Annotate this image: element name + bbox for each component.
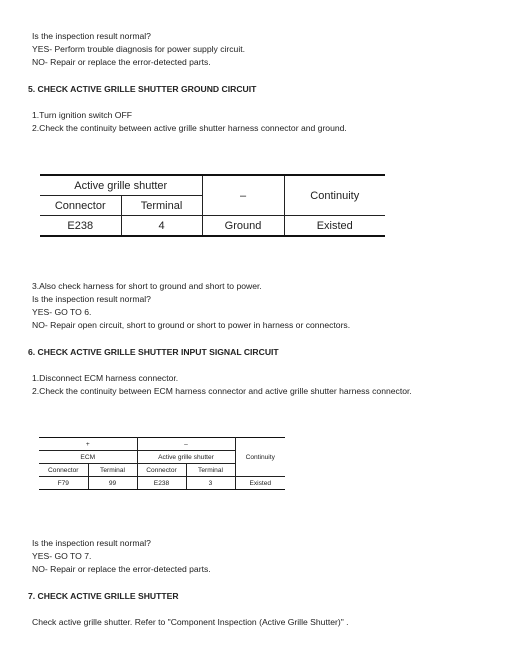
table-header-terminal: Terminal	[186, 464, 235, 477]
table-header-plus: +	[39, 438, 137, 451]
continuity-cell: Existed	[235, 477, 285, 490]
table-header-ecm: ECM	[39, 451, 137, 464]
intro-yes: YES- Perform trouble diagnosis for power supply circuit.	[32, 44, 246, 54]
table-header-connector: Connector	[39, 464, 88, 477]
table-header-continuity: Continuity	[284, 175, 385, 216]
table-header-terminal: Terminal	[121, 196, 202, 216]
table-header-minus: –	[137, 438, 235, 451]
terminal-cell: 4	[121, 216, 202, 237]
step6-instruction-1: 1.Disconnect ECM harness connector.	[32, 373, 179, 383]
step7-instruction: Check active grille shutter. Refer to "Component Inspection (Active Grille Shutter)" .	[32, 617, 349, 627]
ags-terminal-cell: 3	[186, 477, 235, 490]
step5-heading: 5. CHECK ACTIVE GRILLE SHUTTER GROUND CIRCUIT	[28, 84, 257, 94]
ecm-connector-cell: F79	[39, 477, 88, 490]
intro-no: NO- Repair or replace the error-detected parts.	[32, 57, 211, 67]
step6-yes: YES- GO TO 7.	[32, 551, 92, 561]
table-header-terminal: Terminal	[88, 464, 137, 477]
step6-question: Is the inspection result normal?	[32, 538, 151, 548]
ground-cell: Ground	[202, 216, 284, 237]
table-header-continuity: Continuity	[235, 438, 285, 477]
ground-circuit-table	[40, 174, 385, 237]
step6-instruction-2: 2.Check the continuity between ECM harness connector and active grille shutter harness connector.	[32, 386, 412, 396]
step5-yes: YES- GO TO 6.	[32, 307, 92, 317]
input-signal-table	[39, 437, 285, 490]
step5-instruction-3: 3.Also check harness for short to ground and short to power.	[32, 281, 262, 291]
table-header-minus: –	[202, 175, 284, 216]
continuity-cell: Existed	[284, 216, 385, 237]
table-row	[40, 216, 385, 237]
table-header-connector: Connector	[40, 196, 121, 216]
ags-connector-cell: E238	[137, 477, 186, 490]
step6-no: NO- Repair or replace the error-detected parts.	[32, 564, 211, 574]
intro-question: Is the inspection result normal?	[32, 31, 151, 41]
step5-instruction-1: 1.Turn ignition switch OFF	[32, 110, 132, 120]
table-row	[39, 477, 285, 490]
step7-heading: 7. CHECK ACTIVE GRILLE SHUTTER	[28, 591, 179, 601]
step5-instruction-2: 2.Check the continuity between active grille shutter harness connector and ground.	[32, 123, 347, 133]
step6-heading: 6. CHECK ACTIVE GRILLE SHUTTER INPUT SIGNAL CIRCUIT	[28, 347, 279, 357]
table-header-active-grille-shutter: Active grille shutter	[40, 175, 202, 196]
step5-no: NO- Repair open circuit, short to ground or short to power in harness or connectors.	[32, 320, 351, 330]
ecm-terminal-cell: 99	[88, 477, 137, 490]
table-header-active-grille-shutter: Active grille shutter	[137, 451, 235, 464]
connector-cell: E238	[40, 216, 121, 237]
table-header-connector: Connector	[137, 464, 186, 477]
step5-question: Is the inspection result normal?	[32, 294, 151, 304]
